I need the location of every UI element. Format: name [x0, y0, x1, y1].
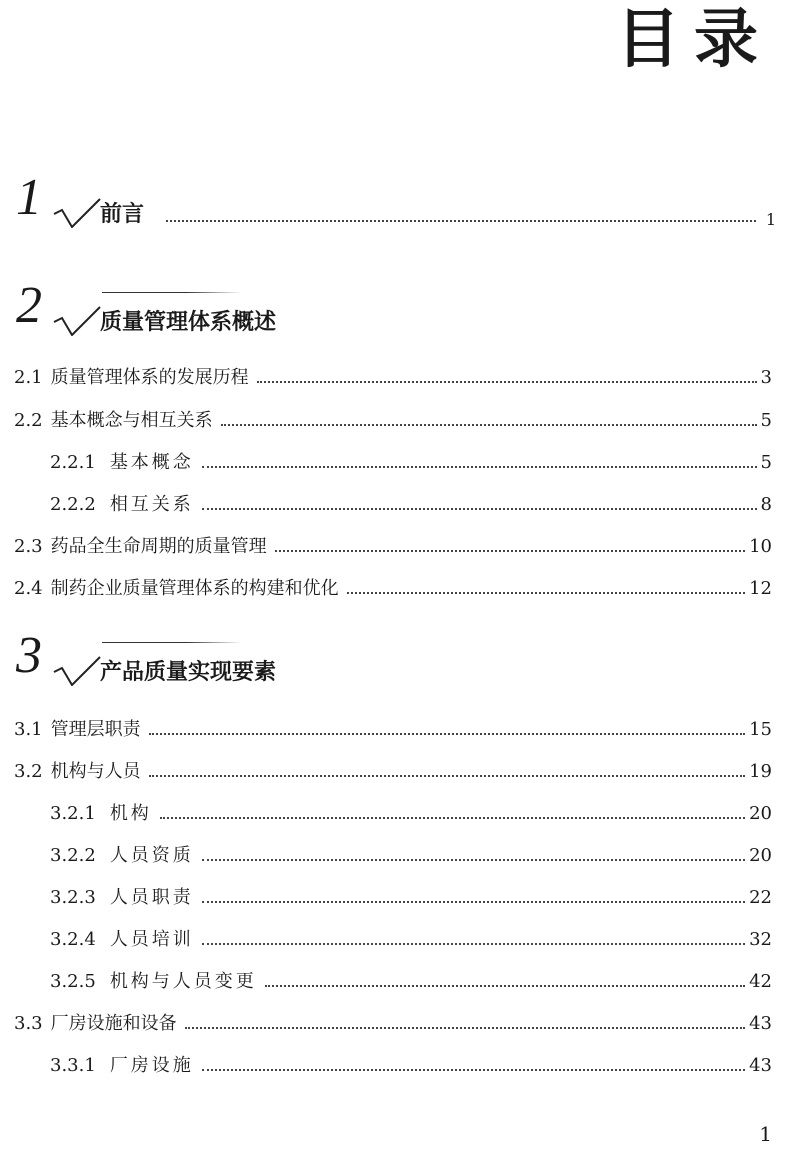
- dot-leader: [265, 985, 745, 987]
- page-number: 1: [765, 210, 776, 229]
- dot-leader: [149, 775, 745, 777]
- dot-leader: [347, 592, 745, 594]
- dot-leader: [202, 508, 757, 510]
- radical-icon: [52, 306, 102, 336]
- radical-icon: [52, 198, 102, 228]
- entry-number: 3.3: [14, 1013, 43, 1035]
- entry-number: 2.3: [14, 536, 43, 558]
- entry-title: 机构: [109, 803, 152, 825]
- toc-entry-3-2-4[interactable]: [50, 924, 772, 950]
- entry-title: 人员职责: [109, 887, 194, 909]
- entry-number: 2.2.1: [50, 452, 96, 474]
- footer-page-number: 1: [759, 1122, 772, 1146]
- dot-leader: [149, 733, 745, 735]
- toc-entry-2-3[interactable]: [14, 531, 772, 557]
- dot-leader: [257, 381, 757, 383]
- chapter-rule: [102, 292, 242, 293]
- page-number: 5: [760, 452, 772, 474]
- chapter-title: 前言: [100, 202, 145, 227]
- page-number: 42: [749, 971, 772, 993]
- entry-title: 人员资质: [109, 845, 194, 867]
- dot-leader: [160, 817, 745, 819]
- entry-number: 3.2.4: [50, 929, 96, 951]
- dot-leader: [202, 943, 745, 945]
- entry-title: 制药企业质量管理体系的构建和优化: [50, 578, 339, 600]
- entry-title: 基本概念与相互关系: [50, 410, 213, 432]
- entry-title: 管理层职责: [50, 719, 141, 741]
- entry-number: 3.2.2: [50, 845, 96, 867]
- page-number: 5: [760, 410, 772, 432]
- page-number: 32: [749, 929, 772, 951]
- toc-entry-2-1[interactable]: [14, 362, 772, 388]
- page-title: 目录: [616, 2, 772, 77]
- chapter-title: 产品质量实现要素: [100, 660, 277, 685]
- page-number: 10: [749, 536, 772, 558]
- entry-number: 2.1: [14, 367, 43, 389]
- radical-icon: [52, 656, 102, 686]
- chapter-heading-3[interactable]: [16, 622, 776, 686]
- entry-title: 药品全生命周期的质量管理: [50, 536, 267, 558]
- toc-entry-3-2-2[interactable]: [50, 840, 772, 866]
- page-number: 12: [749, 578, 772, 600]
- page-number: 22: [749, 887, 772, 909]
- page-number: 19: [749, 761, 772, 783]
- entry-title: 相互关系: [109, 494, 194, 516]
- toc-entry-3-2-1[interactable]: [50, 798, 772, 824]
- entry-number: 3.1: [14, 719, 43, 741]
- entry-number: 3.3.1: [50, 1055, 96, 1077]
- entry-number: 2.2: [14, 410, 43, 432]
- toc-entry-3-3-1[interactable]: [50, 1050, 772, 1076]
- toc-entry-3-2[interactable]: [14, 756, 772, 782]
- page-number: 20: [749, 845, 772, 867]
- entry-title: 厂房设施和设备: [50, 1013, 177, 1035]
- dot-leader: [166, 220, 756, 222]
- entry-title: 机构与人员: [50, 761, 141, 783]
- dot-leader: [221, 424, 757, 426]
- toc-entry-2-4[interactable]: [14, 573, 772, 599]
- toc-entry-3-3[interactable]: [14, 1008, 772, 1034]
- chapter-title: 质量管理体系概述: [100, 310, 277, 335]
- page-number: 43: [749, 1013, 772, 1035]
- dot-leader: [275, 550, 745, 552]
- entry-number: 3.2.1: [50, 803, 96, 825]
- toc-entry-2-2-1[interactable]: [50, 447, 772, 473]
- entry-title: 质量管理体系的发展历程: [50, 367, 249, 389]
- dot-leader: [185, 1027, 745, 1029]
- dot-leader: [202, 859, 745, 861]
- entry-title: 厂房设施: [109, 1055, 194, 1077]
- dot-leader: [202, 901, 745, 903]
- entry-title: 人员培训: [109, 929, 194, 951]
- entry-number: 3.2.3: [50, 887, 96, 909]
- chapter-heading-2[interactable]: [16, 272, 776, 336]
- entry-number: 3.2.5: [50, 971, 96, 993]
- toc-entry-3-1[interactable]: [14, 714, 772, 740]
- entry-number: 3.2: [14, 761, 43, 783]
- toc-entry-3-2-5[interactable]: [50, 966, 772, 992]
- toc-entry-2-2[interactable]: [14, 405, 772, 431]
- toc-entry-3-2-3[interactable]: [50, 882, 772, 908]
- chapter-number: 2: [16, 277, 42, 334]
- chapter-rule: [102, 642, 242, 643]
- toc-entry-2-2-2[interactable]: [50, 489, 772, 515]
- entry-number: 2.2.2: [50, 494, 96, 516]
- entry-number: 2.4: [14, 578, 43, 600]
- page-number: 15: [749, 719, 772, 741]
- entry-title: 机构与人员变更: [109, 971, 257, 993]
- chapter-number: 1: [16, 169, 42, 226]
- dot-leader: [202, 1069, 745, 1071]
- page-number: 8: [760, 494, 772, 516]
- page-number: 20: [749, 803, 772, 825]
- chapter-number: 3: [16, 627, 42, 684]
- dot-leader: [202, 466, 757, 468]
- entry-title: 基本概念: [109, 452, 194, 474]
- chapter-heading-1[interactable]: [16, 164, 776, 228]
- page-number: 3: [760, 367, 772, 389]
- page-number: 43: [749, 1055, 772, 1077]
